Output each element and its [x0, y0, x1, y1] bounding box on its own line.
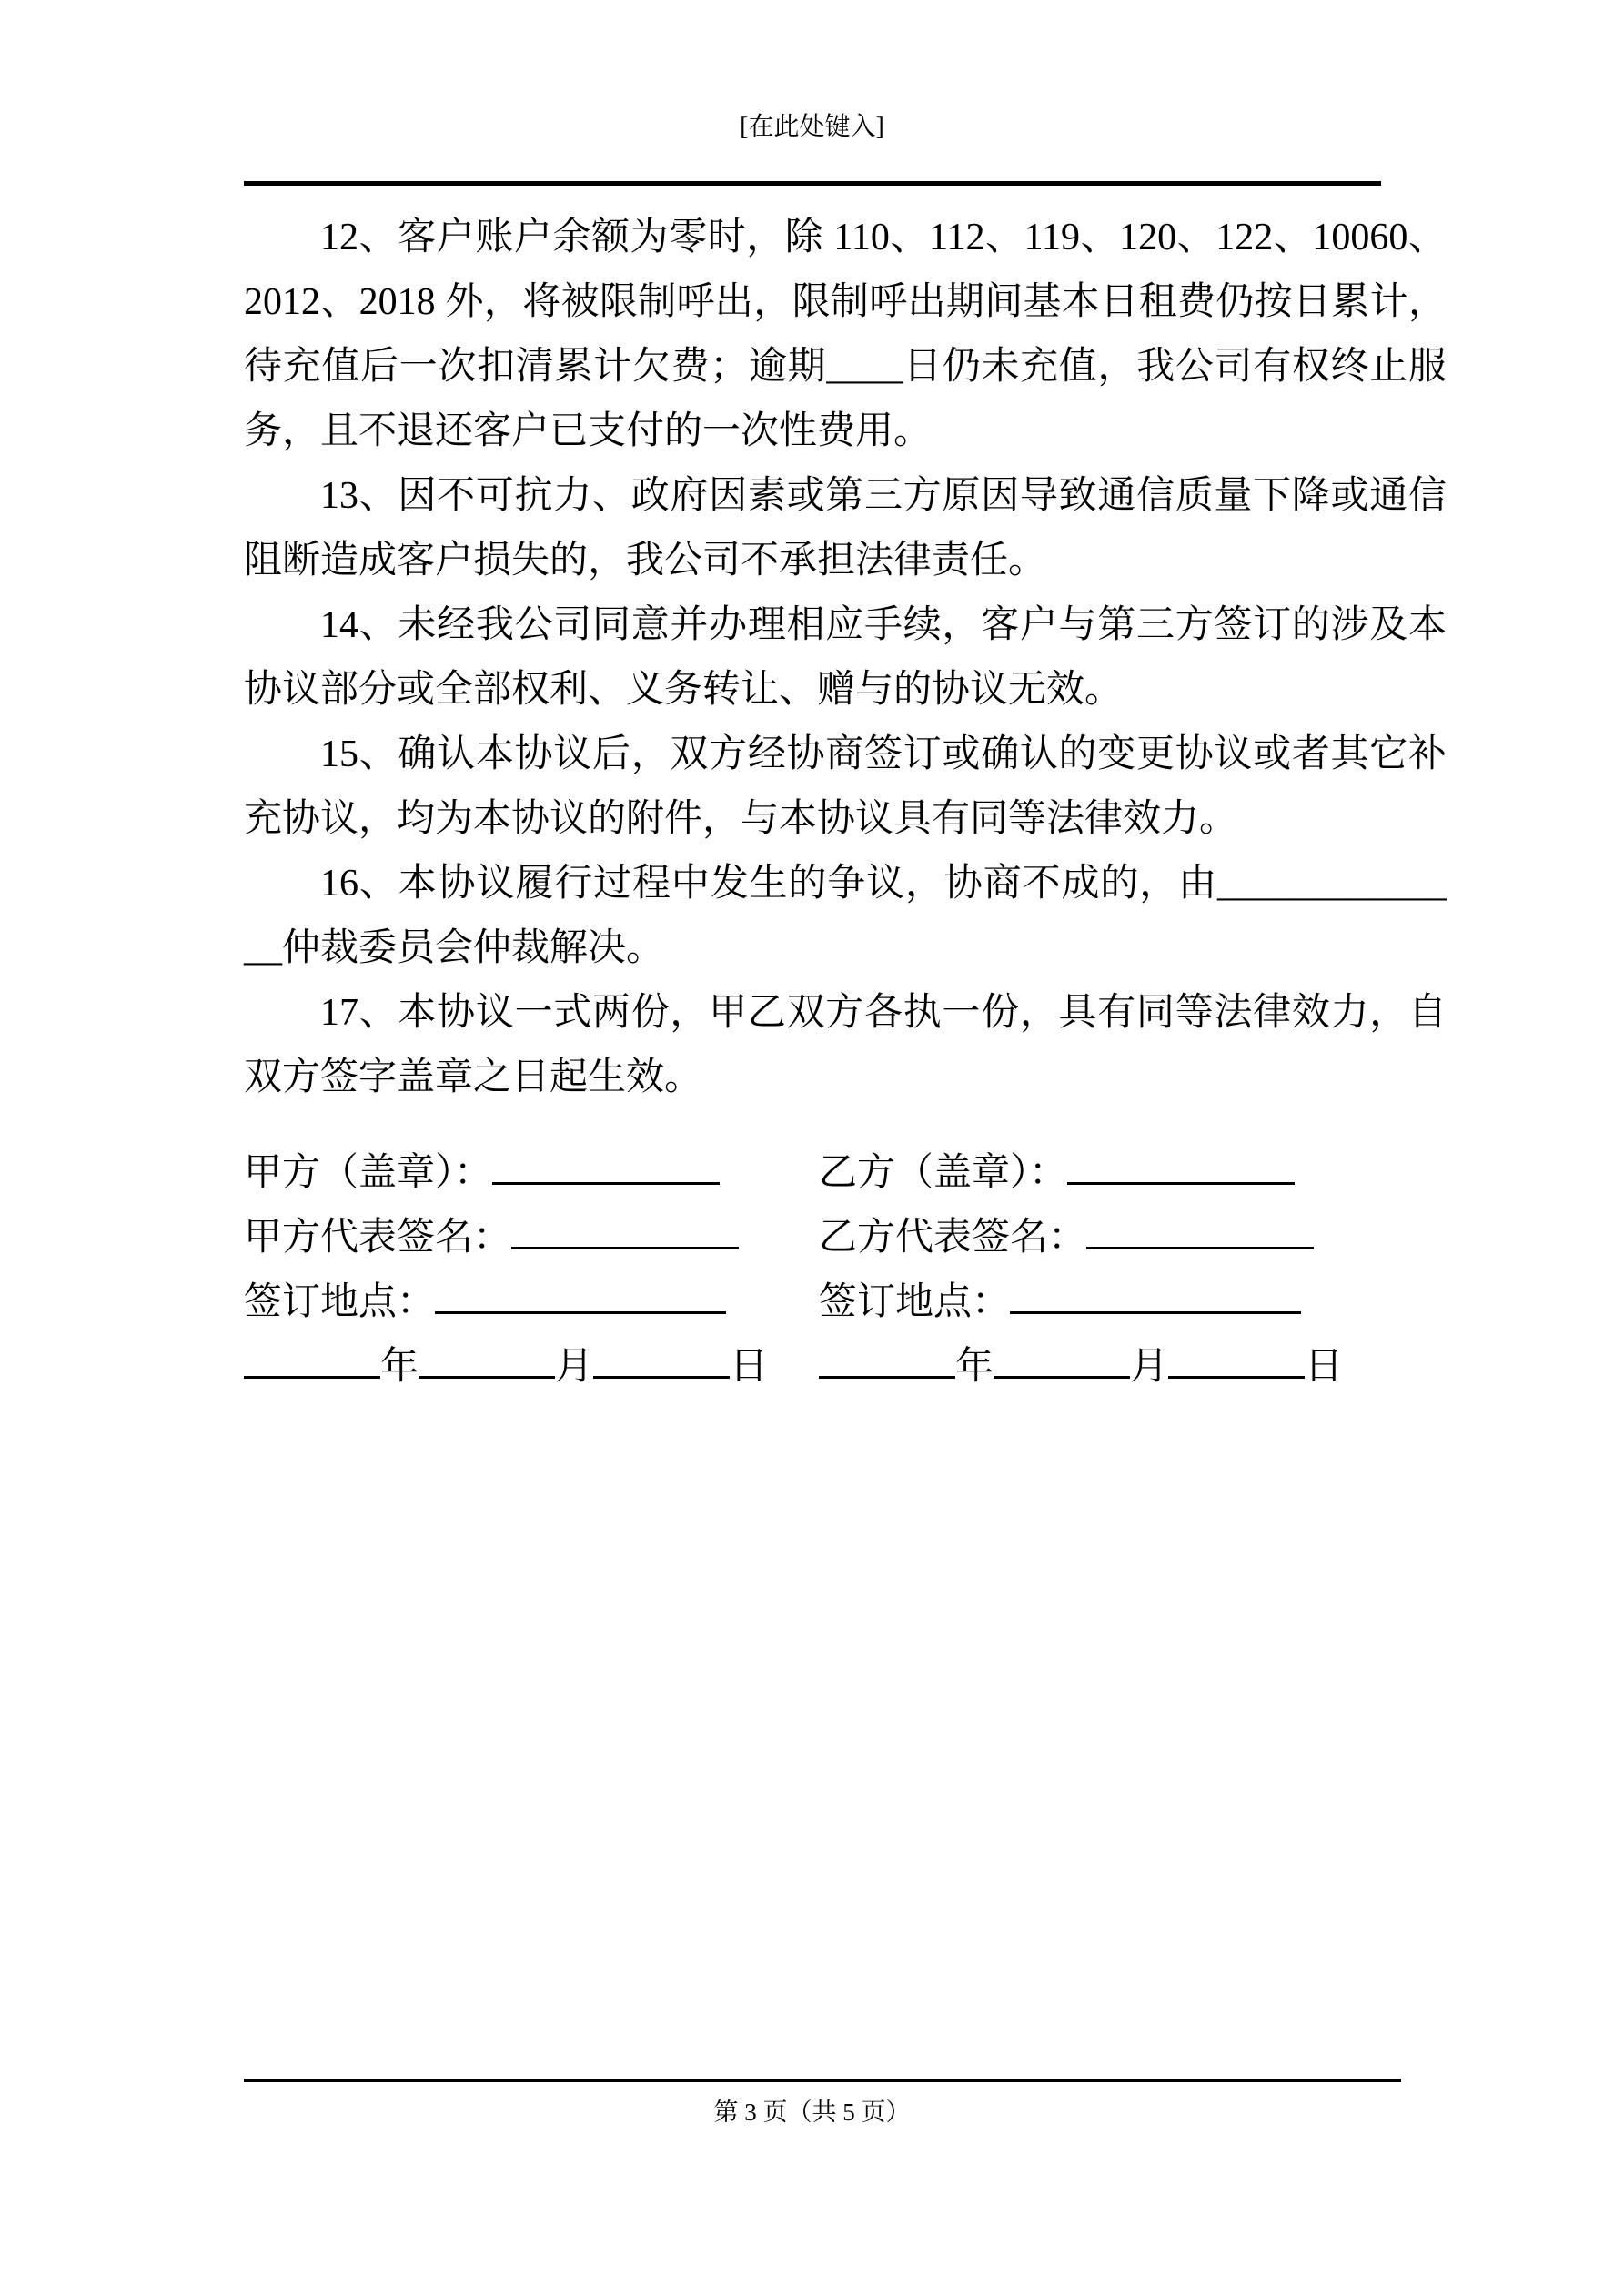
clause-12: 12、客户账户余额为零时，除 110、112、119、120、122、10060、2012、2018 外，将被限制呼出，限制呼出期间基本日租费仍按日累计，待充值后一次扣清累计欠费；逾期____日仍未充值，我公司有权终止服务，且不退还客户已支付的一次性费用。 — [244, 217, 1447, 452]
seal-row — [244, 1141, 1447, 1206]
party-b-representative-label: 乙方代表签名： — [819, 1217, 1087, 1259]
party-a-place — [244, 1270, 819, 1335]
party-a-representative-blank-line — [511, 1212, 739, 1249]
party-a-seal-label: 甲方（盖章）： — [244, 1152, 493, 1194]
party-b-day-label: 日 — [1305, 1346, 1344, 1388]
page-number: 第 3 页（共 5 页） — [713, 2099, 911, 2126]
representative-row — [244, 1206, 1447, 1270]
party-b-seal-blank-line — [1067, 1148, 1295, 1185]
party-a-representative-label: 甲方代表签名： — [244, 1217, 512, 1259]
party-b-place-label: 签订地点： — [819, 1281, 1011, 1323]
party-b-representative-blank-line — [1086, 1212, 1314, 1249]
clause-14: 14、未经我公司同意并办理相应手续，客户与第三方签订的涉及本协议部分或全部权利、义务转让、赠与的协议无效。 — [244, 604, 1447, 711]
party-b-month-blank-line — [994, 1341, 1130, 1379]
party-b-year-blank-line — [819, 1341, 955, 1379]
party-b-date — [819, 1335, 1447, 1400]
party-a-year-label: 年 — [380, 1346, 419, 1388]
clause-13: 13、因不可抗力、政府因素或第三方原因导致通信质量下降或通信阻断造成客户损失的，我公司不承担法律责任。 — [244, 475, 1447, 582]
party-a-day-blank-line — [593, 1341, 730, 1379]
header-rule — [244, 181, 1381, 186]
party-b-seal-label: 乙方（盖章）： — [819, 1152, 1068, 1194]
clause-16: 16、本协议履行过程中发生的争议，协商不成的，由______________仲裁委员会仲裁解决。 — [244, 863, 1447, 969]
party-a-month-blank-line — [419, 1341, 555, 1379]
header-placeholder: [在此处键入] — [740, 113, 884, 141]
party-a-representative — [244, 1206, 819, 1270]
party-b-place — [819, 1270, 1447, 1335]
clause-15: 15、确认本协议后，双方经协商签订或确认的变更协议或者其它补充协议，均为本协议的附件，与本协议具有同等法律效力。 — [244, 733, 1447, 840]
document-body — [244, 206, 1447, 1400]
party-a-seal-blank-line — [492, 1148, 720, 1185]
party-a-place-label: 签订地点： — [244, 1281, 436, 1323]
place-row — [244, 1270, 1447, 1335]
party-a-day-label: 日 — [730, 1346, 769, 1388]
footer-rule — [244, 2079, 1401, 2082]
party-b-place-blank-line — [1010, 1277, 1301, 1314]
party-b-representative — [819, 1206, 1447, 1270]
clause-17: 17、本协议一式两份，甲乙双方各执一份，具有同等法律效力，自双方签字盖章之日起生效。 — [244, 992, 1447, 1098]
signature-block — [244, 1141, 1447, 1400]
party-a-month-label: 月 — [555, 1346, 594, 1388]
party-b-seal — [819, 1141, 1447, 1206]
party-a-place-blank-line — [435, 1277, 726, 1314]
party-a-seal — [244, 1141, 819, 1206]
party-a-year-blank-line — [244, 1341, 380, 1379]
date-row — [244, 1335, 1447, 1400]
party-b-year-label: 年 — [955, 1346, 994, 1388]
party-a-date — [244, 1335, 819, 1400]
party-b-day-blank-line — [1168, 1341, 1305, 1379]
party-b-month-label: 月 — [1130, 1346, 1169, 1388]
